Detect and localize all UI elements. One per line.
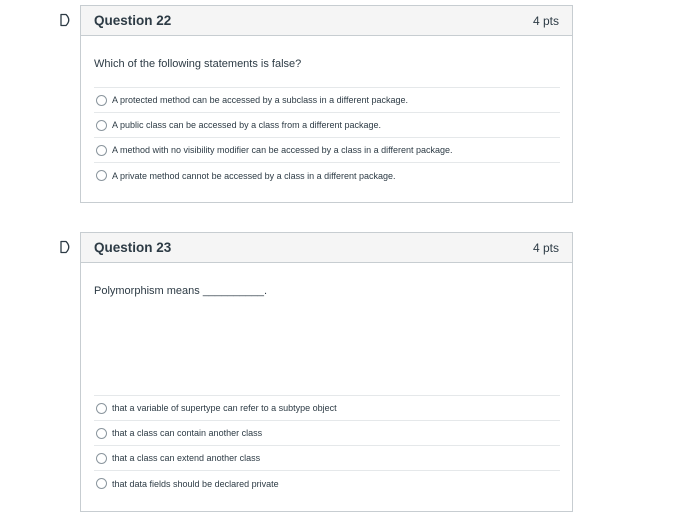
answer-option[interactable] [94, 471, 560, 496]
radio-button[interactable] [96, 478, 107, 489]
question-22-text: Which of the following statements is false? [94, 58, 302, 70]
question-23-answers [94, 395, 560, 496]
question-23-title: Question 23 [94, 240, 172, 255]
answer-option[interactable] [94, 138, 560, 163]
answer-option[interactable] [94, 421, 560, 446]
answer-label: A private method cannot be accessed by a class in a different package. [112, 170, 396, 181]
radio-button[interactable] [96, 453, 107, 464]
question-23-card [80, 232, 573, 512]
answer-label: that data fields should be declared private [112, 478, 279, 489]
question-23-header [81, 233, 572, 263]
flag-question-23-icon[interactable] [59, 240, 73, 254]
radio-button[interactable] [96, 120, 107, 131]
answer-option[interactable] [94, 163, 560, 188]
answer-option[interactable] [94, 88, 560, 113]
question-22-points: 4 pts [532, 13, 559, 28]
answer-label: A method with no visibility modifier can be accessed by a class in a different package. [112, 145, 453, 155]
radio-button[interactable] [96, 170, 107, 181]
question-23-points: 4 pts [532, 240, 559, 255]
answer-option[interactable] [94, 446, 560, 471]
answer-label: A public class can be accessed by a class from a different package. [112, 120, 381, 130]
answer-label: that a variable of supertype can refer to a subtype object [112, 403, 337, 413]
answer-label: that a class can extend another class [112, 453, 261, 463]
radio-button[interactable] [96, 95, 107, 106]
radio-button[interactable] [96, 145, 107, 156]
question-22-card [80, 5, 573, 203]
question-22-title: Question 22 [94, 13, 172, 28]
answer-label: A protected method can be accessed by a subclass in a different package. [112, 95, 409, 105]
answer-option[interactable] [94, 396, 560, 421]
question-22-answers [94, 87, 560, 188]
answer-label: that a class can contain another class [112, 428, 263, 438]
radio-button[interactable] [96, 428, 107, 439]
answer-option[interactable] [94, 113, 560, 138]
question-23-text: Polymorphism means __________. [94, 285, 268, 297]
radio-button[interactable] [96, 403, 107, 414]
flag-question-22-icon[interactable] [59, 13, 73, 27]
question-22-header [81, 6, 572, 36]
